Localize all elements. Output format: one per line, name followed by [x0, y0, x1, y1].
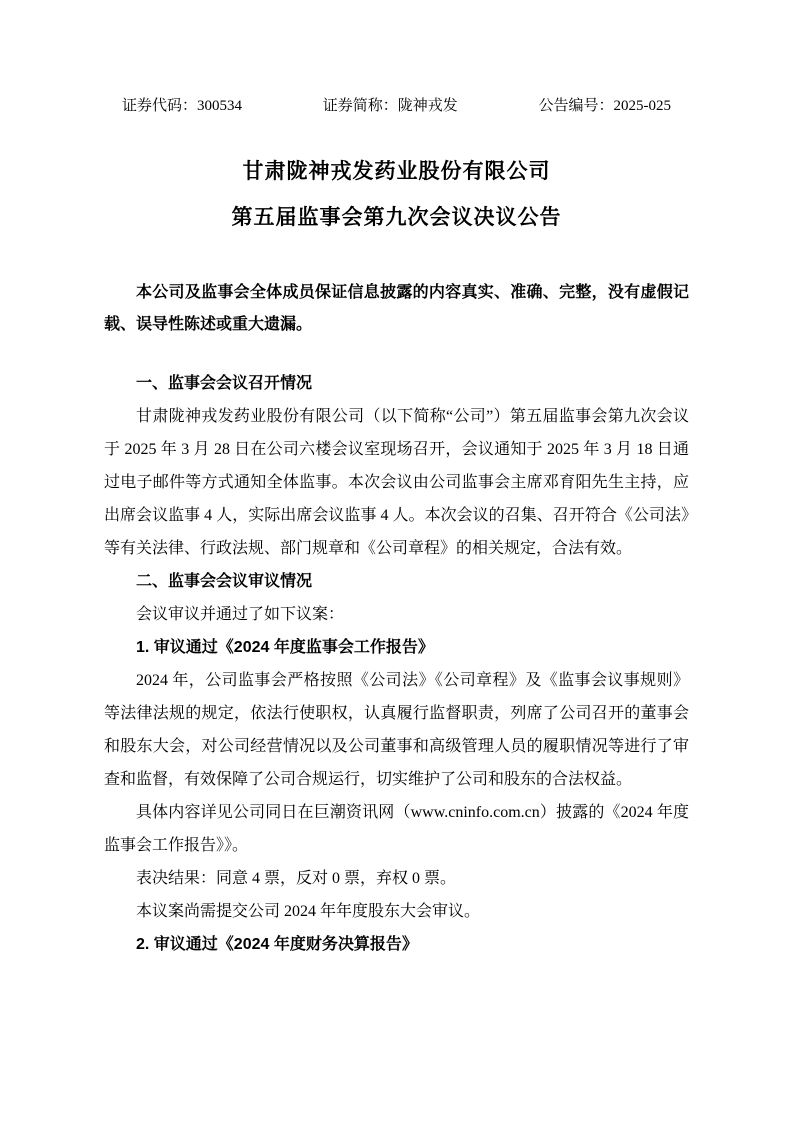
- resolution-1-detail-paragraph: 2024 年，公司监事会严格按照《公司法》《公司章程》及《监事会议事规则》等法律法规的规定，依法行使职权，认真履行监督职责，列席了公司召开的董事会和股东大会，对公司经营情况以及公司董事和高级管理人员的履职情况等进行了审查和监督，有效保障了公司合规运行，切实维护了公司和股东的合法权益。: [104, 672, 689, 788]
- title-block: [104, 149, 689, 241]
- section-1-heading: 一、监事会会议召开情况: [136, 375, 313, 392]
- truthfulness-declaration: 本公司及监事会全体成员保证信息披露的内容真实、准确、完整，没有虚假记载、误导性陈述或重大遗漏。: [104, 284, 689, 333]
- stock-abbr-label: 证券简称：陇神戎发: [322, 98, 458, 114]
- resolution-1-vote-result-paragraph: 表决结果：同意 4 票，反对 0 票，弃权 0 票。: [136, 870, 457, 887]
- announcement-title: 第五届监事会第九次会议决议公告: [231, 206, 562, 229]
- stock-code-label: 证券代码：300534: [122, 98, 243, 114]
- securities-header-row: [104, 97, 689, 115]
- resolution-1-heading: 1. 审议通过《2024 年度监事会工作报告》: [136, 639, 434, 656]
- section-2-heading: 二、监事会会议审议情况: [136, 573, 313, 590]
- document-body: [104, 367, 689, 961]
- resolutions-intro-paragraph: 会议审议并通过了如下议案：: [136, 606, 345, 623]
- resolution-1-submission-paragraph: 本议案尚需提交公司 2024 年年度股东大会审议。: [136, 903, 481, 920]
- announcement-number-label: 公告编号：2025-025: [538, 98, 671, 114]
- resolution-2-heading: 2. 审议通过《2024 年度财务决算报告》: [136, 936, 418, 953]
- meeting-convening-paragraph: 甘肃陇神戎发药业股份有限公司（以下简称“公司”）第五届监事会第九次会议于 2025 年 3 月 28 日在公司六楼会议室现场召开，会议通知于 2025 年 3 月 18 日通过电子邮件等方式通知全体监事。本次会议由公司监事会主席邓育阳先生主持，应出席会议监事 4 人，实际出席会议监事 4 人。本次会议的召集、召开符合《公司法》等有关法律、行政法规、部门规章和《公司章程》的相关规定，合法有效。: [104, 408, 689, 557]
- resolution-1-disclosure-paragraph: 具体内容详见公司同日在巨潮资讯网（www.cninfo.com.cn）披露的《2024 年度监事会工作报告》》。: [104, 804, 689, 854]
- company-name-title: 甘肃陇神戎发药业股份有限公司: [242, 160, 551, 183]
